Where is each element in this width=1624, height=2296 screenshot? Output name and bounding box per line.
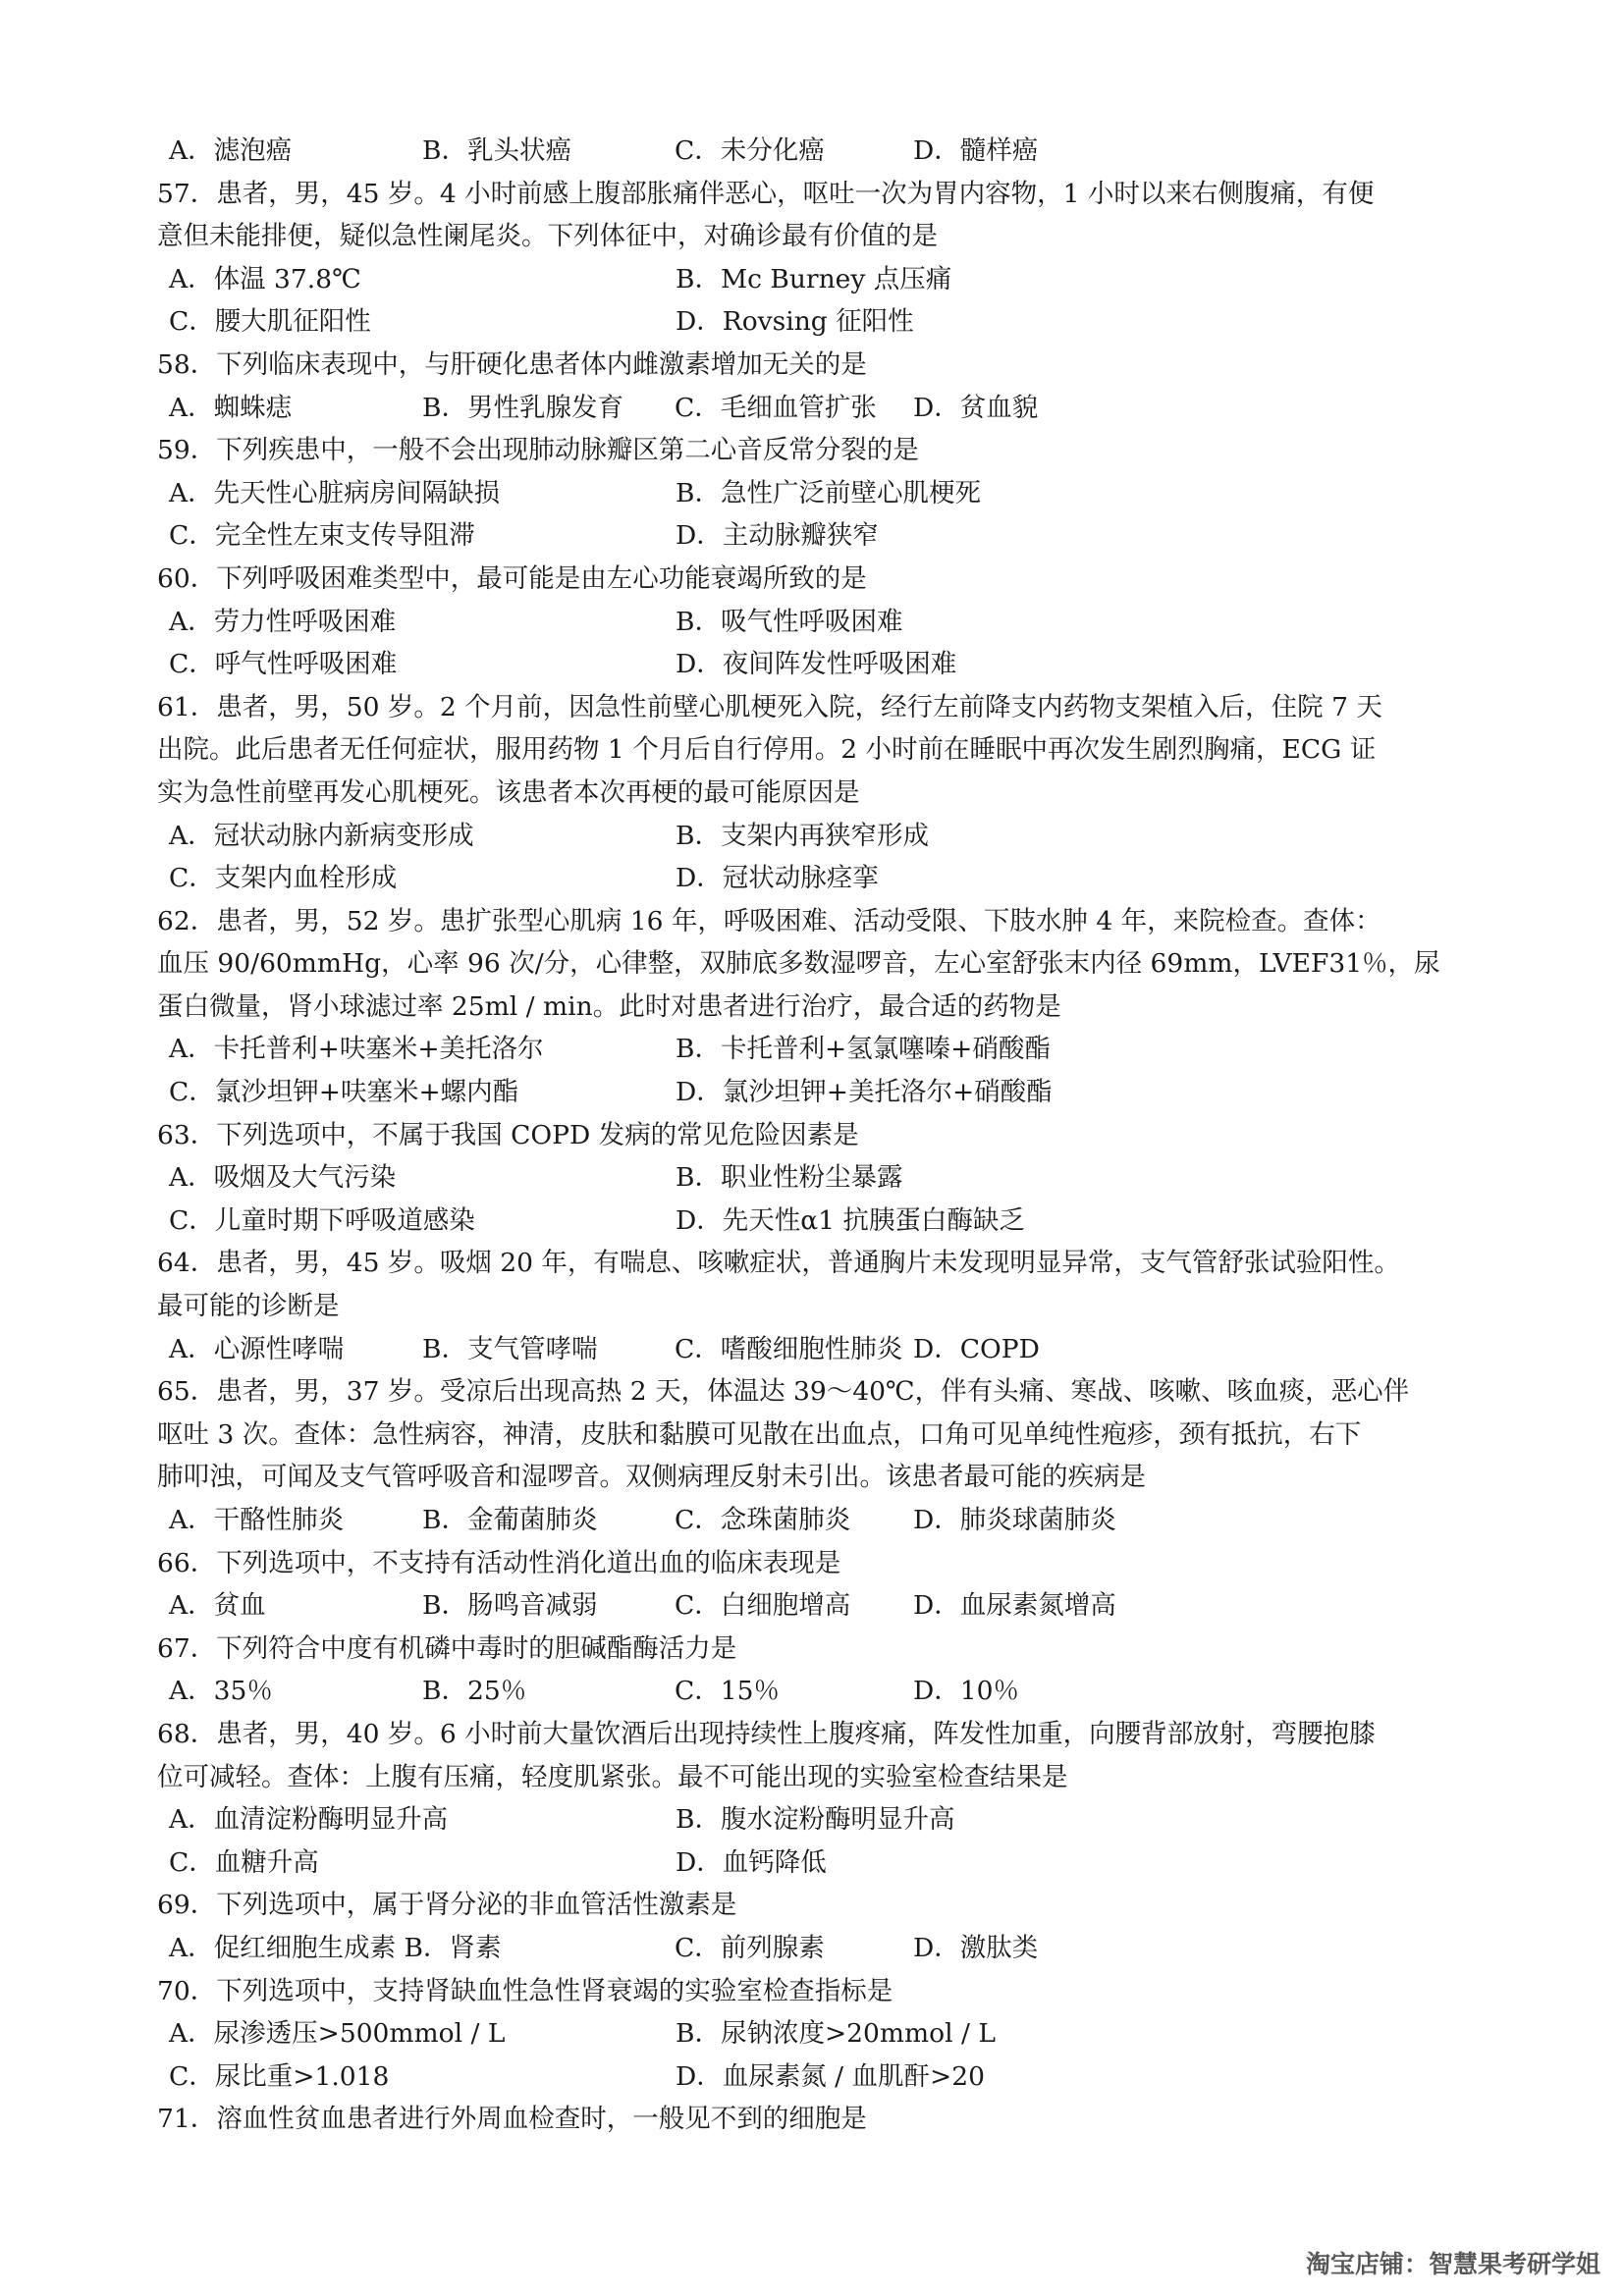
- options-row: [157, 1328, 1492, 1371]
- question-text: 58．下列临床表现中，与肝硬化患者体内雌激素增加无关的是: [157, 348, 867, 380]
- options-row: [157, 1842, 1492, 1885]
- option-item: A．干酪性肺炎: [169, 1505, 345, 1535]
- option-item: D．激肽类: [913, 1932, 1039, 1963]
- question-text: 68．患者，男，40 岁。6 小时前大量饮酒后出现持续性上腹疼痛，阵发性加重，向腰背部放射，弯腰抱膝: [157, 1718, 1376, 1749]
- question-line: [157, 2098, 1492, 2141]
- options-row: [157, 1200, 1492, 1243]
- question-text: 位可减轻。查体：上腹有压痛，轻度肌紧张。最不可能出现的实验室检查结果是: [157, 1761, 1068, 1792]
- option-item: C．前列腺素: [675, 1932, 825, 1963]
- option-item: D．Rovsing 征阳性: [676, 306, 914, 338]
- question-text: 意但未能排便，疑似急性阑尾炎。下列体征中，对确诊最有价值的是: [157, 221, 938, 252]
- option-item: A．35％: [169, 1676, 273, 1707]
- question-text: 67．下列符合中度有机磷中毒时的胆碱酯酶活力是: [157, 1632, 737, 1664]
- question-text: 64．患者，男，45 岁。吸烟 20 年，有喘息、咳嗽症状，普通胸片未发现明显异常，支气管舒张试验阳性。: [157, 1248, 1400, 1279]
- options-row: [157, 1028, 1492, 1071]
- option-item: B．卡托普利+氢氯噻嗪+硝酸酯: [676, 1034, 1051, 1065]
- question-text: 69．下列选项中，属于肾分泌的非血管活性激素是: [157, 1890, 737, 1921]
- question-text: 66．下列选项中，不支持有活动性消化道出血的临床表现是: [157, 1547, 841, 1578]
- question-text: 呕吐 3 次。查体：急性病容，神清，皮肤和黏膜可见散在出血点，口角可见单纯性疱疹，颈有抵抗，右下: [157, 1418, 1362, 1450]
- options-row: [157, 643, 1492, 686]
- question-text: 蛋白微量，肾小球滤过率 25ml / min。此时对患者进行治疗，最合适的药物是: [157, 990, 1061, 1022]
- option-item: B．尿钠浓度>20mmol / L: [676, 2018, 996, 2050]
- option-item: A．滤泡癌: [169, 135, 293, 166]
- option-item: D．10％: [913, 1676, 1019, 1707]
- question-line: [157, 215, 1492, 258]
- option-item: D．主动脉瓣狭窄: [676, 520, 879, 552]
- option-item: C．呼气性呼吸困难: [169, 649, 398, 680]
- question-line: [157, 1628, 1492, 1671]
- option-item: B．乳头状癌: [422, 135, 571, 166]
- question-line: [157, 1285, 1492, 1328]
- question-text: 70．下列选项中，支持肾缺血性急性肾衰竭的实验室检查指标是: [157, 1975, 893, 2006]
- option-item: A．先天性心脏病房间隔缺损: [169, 477, 501, 508]
- options-row: [157, 1071, 1492, 1114]
- options-row: [157, 514, 1492, 558]
- option-item: B．男性乳腺发育: [422, 392, 623, 423]
- options-row: [157, 258, 1492, 301]
- option-item: A．冠状动脉内新病变形成: [169, 820, 474, 851]
- option-item: D．血尿素氮增高: [913, 1590, 1116, 1622]
- options-row: [157, 300, 1492, 344]
- options-row: [157, 130, 1492, 173]
- option-item: D．贫血貌: [913, 392, 1039, 423]
- options-row: [157, 472, 1492, 515]
- question-text: 71．溶血性贫血患者进行外周血检查时，一般见不到的细胞是: [157, 2104, 867, 2135]
- question-text: 57．患者，男，45 岁。4 小时前感上腹部胀痛伴恶心，呕吐一次为胃内容物，1 小时以来右侧腹痛，有便: [157, 178, 1375, 209]
- option-item: B．Mc Burney 点压痛: [676, 263, 952, 294]
- option-item: B．腹水淀粉酶明显升高: [676, 1804, 955, 1836]
- options-row: [157, 857, 1492, 900]
- option-item: C．支架内血栓形成: [169, 863, 398, 894]
- option-item: C．念珠菌肺炎: [675, 1505, 851, 1535]
- question-text: 出院。此后患者无任何症状，服用药物 1 个月后自行停用。2 小时前在睡眠中再次发生剧烈胸痛，ECG 证: [157, 734, 1377, 766]
- question-line: [157, 1713, 1492, 1756]
- option-item: A．卡托普利+呋塞米+美托洛尔: [169, 1034, 544, 1065]
- option-item: C．完全性左束支传导阻滞: [169, 520, 475, 552]
- question-text: 61．患者，男，50 岁。2 个月前，因急性前壁心肌梗死入院，经行左前降支内药物支架植入后，住院 7 天: [157, 691, 1382, 722]
- options-row: [157, 1798, 1492, 1842]
- question-line: [157, 942, 1492, 986]
- option-item: D．肺炎球菌肺炎: [913, 1505, 1116, 1535]
- option-item: C．氯沙坦钾+呋塞米+螺内酯: [169, 1077, 519, 1108]
- option-item: A．体温 37.8℃: [169, 263, 361, 294]
- question-text: 65．患者，男，37 岁。受凉后出现高热 2 天，体温达 39～40℃，伴有头痛、寒战、咳嗽、咳血痰，恶心伴: [157, 1376, 1410, 1408]
- options-row: [157, 1584, 1492, 1628]
- option-item: D．夜间阵发性呼吸困难: [676, 649, 957, 680]
- option-item: D．血尿素氮 / 血肌酐>20: [676, 2060, 985, 2092]
- question-line: [157, 558, 1492, 601]
- question-list: [157, 130, 1492, 2141]
- options-row: [157, 387, 1492, 430]
- option-item: B．支气管哮喘: [422, 1333, 598, 1364]
- option-item: A．贫血: [169, 1590, 266, 1622]
- options-row: [157, 601, 1492, 644]
- options-row: [157, 1670, 1492, 1713]
- option-item: C．尿比重>1.018: [169, 2060, 390, 2092]
- option-item: D．血钙降低: [676, 1846, 827, 1878]
- option-item: B．吸气性呼吸困难: [676, 606, 903, 637]
- question-line: [157, 1884, 1492, 1927]
- option-item: D．冠状动脉痉挛: [676, 863, 879, 894]
- option-item: C．白细胞增高: [675, 1590, 851, 1622]
- question-line: [157, 1970, 1492, 2013]
- question-line: [157, 900, 1492, 943]
- option-item: B．职业性粉尘暴露: [676, 1162, 903, 1194]
- option-item: C．腰大肌征阳性: [169, 306, 371, 338]
- option-item: C．儿童时期下呼吸道感染: [169, 1204, 475, 1236]
- question-line: [157, 986, 1492, 1029]
- option-item: C．嗜酸细胞性肺炎: [675, 1333, 903, 1364]
- question-line: [157, 1456, 1492, 1499]
- option-item: A．蜘蛛痣: [169, 392, 293, 423]
- option-item: D．COPD: [913, 1333, 1040, 1364]
- question-line: [157, 1242, 1492, 1285]
- question-text: 血压 90/60mmHg，心率 96 次/分，心律整，双肺底多数湿啰音，左心室舒张末内径 69mm，LVEF31％，尿: [157, 948, 1440, 980]
- question-text: 62．患者，男，52 岁。患扩张型心肌病 16 年，呼吸困难、活动受限、下肢水肿 4 年，来院检查。查体：: [157, 905, 1381, 936]
- question-line: [157, 728, 1492, 772]
- option-item: C．血糖升高: [169, 1846, 319, 1878]
- options-row: [157, 815, 1492, 858]
- question-text: 60．下列呼吸困难类型中，最可能是由左心功能衰竭所致的是: [157, 562, 867, 594]
- shop-watermark: 淘宝店铺：智慧果考研学姐: [1305, 2250, 1600, 2278]
- option-item: A．血清淀粉酶明显升高: [169, 1804, 449, 1836]
- option-item: D．髓样癌: [913, 135, 1039, 166]
- options-row: [157, 1927, 1492, 1970]
- option-item: C．毛细血管扩张: [675, 392, 877, 423]
- option-item: A．促红细胞生成素 B．肾素: [169, 1932, 502, 1963]
- question-line: [157, 1370, 1492, 1414]
- option-item: B．25％: [422, 1676, 527, 1707]
- option-item: B．金葡菌肺炎: [422, 1505, 598, 1535]
- option-item: C．15％: [675, 1676, 780, 1707]
- question-line: [157, 429, 1492, 472]
- options-row: [157, 1499, 1492, 1542]
- question-line: [157, 1756, 1492, 1799]
- option-item: C．未分化癌: [675, 135, 825, 166]
- question-line: [157, 1414, 1492, 1457]
- question-text: 63．下列选项中，不属于我国 COPD 发病的常见危险因素是: [157, 1119, 859, 1150]
- option-item: A．心源性哮喘: [169, 1333, 345, 1364]
- question-line: [157, 173, 1492, 216]
- options-row: [157, 2012, 1492, 2056]
- question-line: [157, 686, 1492, 729]
- option-item: A．吸烟及大气污染: [169, 1162, 397, 1194]
- question-line: [157, 1114, 1492, 1157]
- question-text: 59．下列疾患中，一般不会出现肺动脉瓣区第二心音反常分裂的是: [157, 435, 919, 466]
- question-line: [157, 772, 1492, 815]
- question-text: 最可能的诊断是: [157, 1291, 340, 1322]
- option-item: D．先天性α1 抗胰蛋白酶缺乏: [676, 1204, 1025, 1236]
- option-item: D．氯沙坦钾+美托洛尔+硝酸酯: [676, 1077, 1053, 1108]
- option-item: B．支架内再狭窄形成: [676, 820, 929, 851]
- question-line: [157, 1542, 1492, 1585]
- option-item: A．尿渗透压>500mmol / L: [169, 2018, 506, 2050]
- option-item: B．肠鸣音减弱: [422, 1590, 598, 1622]
- options-row: [157, 1156, 1492, 1200]
- question-text: 肺叩浊，可闻及支气管呼吸音和湿啰音。双侧病理反射未引出。该患者最可能的疾病是: [157, 1462, 1146, 1493]
- option-item: A．劳力性呼吸困难: [169, 606, 397, 637]
- question-text: 实为急性前壁再发心肌梗死。该患者本次再梗的最可能原因是: [157, 776, 860, 808]
- option-item: B．急性广泛前壁心肌梗死: [676, 477, 981, 508]
- options-row: [157, 2056, 1492, 2099]
- question-line: [157, 344, 1492, 387]
